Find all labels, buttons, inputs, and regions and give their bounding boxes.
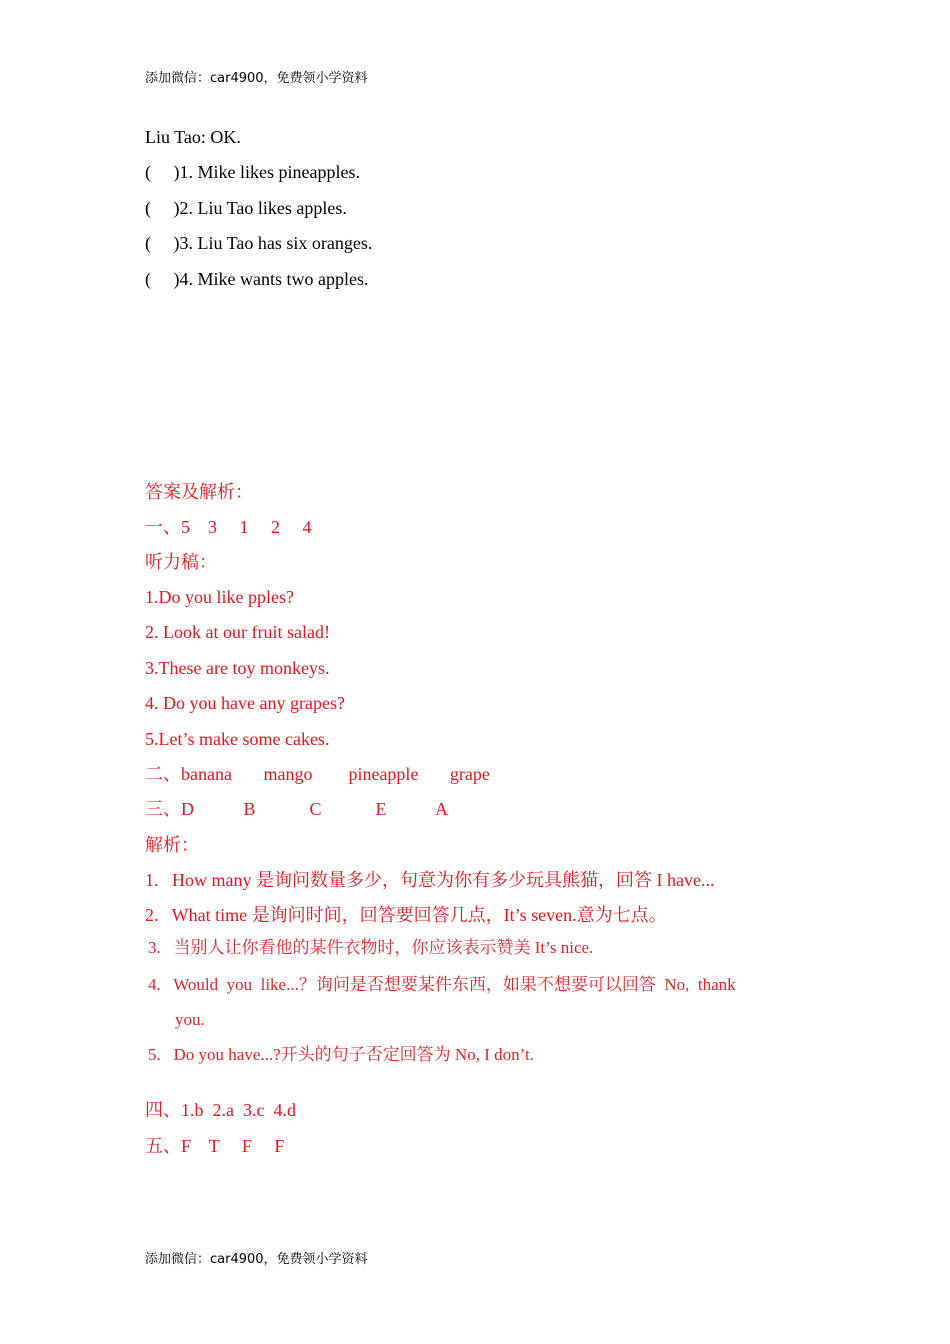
question-4: ( )4. Mike wants two apples. [145,269,369,289]
listening-line-4: 4. Do you have any grapes? [145,693,345,713]
dialogue-line: Liu Tao: OK. [145,127,241,147]
answers-title: 答案及解析： [145,482,253,502]
page-footer: 添加微信：car4900，免费领小学资料 [145,1252,368,1267]
analysis-title: 解析： [145,835,199,855]
listening-title: 听力稿： [145,552,217,572]
analysis-3: 3. 当别人让你看他的某件衣物时，你应该表示赞美 It’s nice. [148,938,594,957]
answers-part1: 一、5 3 1 2 4 [145,517,312,537]
answers-part4: 四、1.b 2.a 3.c 4.d [145,1100,296,1120]
answers-part3: 三、D B C E A [145,799,449,819]
listening-line-1: 1.Do you like pples? [145,587,294,607]
analysis-4-cont: you. [175,1010,205,1029]
question-3: ( )3. Liu Tao has six oranges. [145,233,373,253]
page-header: 添加微信：car4900，免费领小学资料 [145,71,368,86]
question-2: ( )2. Liu Tao likes apples. [145,198,347,218]
analysis-1: 1. How many 是询问数量多少，句意为你有多少玩具熊猫，回答 I have... [145,870,715,890]
analysis-2: 2. What time 是询问时间，回答要回答几点，It’s seven.意为七点。 [145,905,667,925]
answers-part5: 五、F T F F [145,1136,285,1156]
question-1: ( )1. Mike likes pineapples. [145,162,360,182]
listening-line-3: 3.These are toy monkeys. [145,658,330,678]
analysis-4: 4. Would you like...？询问是否想要某件东西，如果不想要可以回答 No, thank [148,975,736,994]
answers-part2: 二、banana mango pineapple grape [145,764,490,784]
analysis-5: 5. Do you have...?开头的句子否定回答为 No, I don’t. [148,1045,534,1064]
listening-line-5: 5.Let’s make some cakes. [145,729,330,749]
listening-line-2: 2. Look at our fruit salad! [145,622,330,642]
